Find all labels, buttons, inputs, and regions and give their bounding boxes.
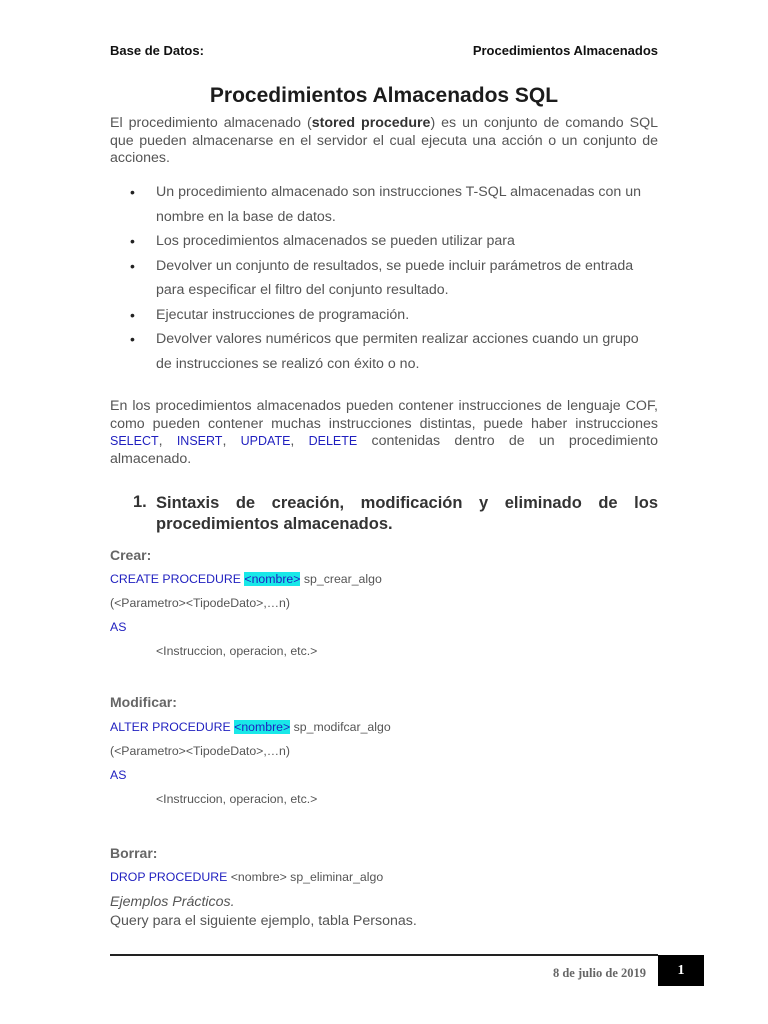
section-number: 1. xyxy=(133,493,147,511)
code-body-line: <Instruccion, operacion, etc.> xyxy=(156,792,318,806)
code-create-line: CREATE PROCEDURE <nombre> sp_crear_algo xyxy=(110,572,382,586)
footer-date: 8 de julio de 2019 xyxy=(552,966,646,980)
nombre-highlight: <nombre> xyxy=(244,572,301,586)
label-modificar: Modificar: xyxy=(110,694,177,710)
footer-divider xyxy=(110,954,658,956)
keyword-delete: DELETE xyxy=(308,434,358,448)
paragraph-instructions: En los procedimientos almacenados pueden contener instrucciones de lenguaje COF, como pueden contener muchas instrucciones distintas, puede haber instrucciones SELECT, INSERT, UPDATE, DELETE contenidas dentro de un procedimiento almacenado. xyxy=(110,398,658,467)
code-as-line: AS xyxy=(110,768,127,782)
query-description: Query para el siguiente ejemplo, tabla Personas. xyxy=(110,913,417,929)
section-heading: Sintaxis de creación, modificación y eliminado de los procedimientos almacenados. xyxy=(156,494,658,533)
list-item: • Devolver un conjunto de resultados, se puede incluir parámetros de entrada para especificar el filtro del conjunto resultado. xyxy=(130,257,634,298)
intro-bold-term: stored procedure xyxy=(311,115,431,131)
list-item: • Devolver valores numéricos que permiten realizar acciones cuando un grupo de instrucciones se realizó con éxito o no. xyxy=(130,331,639,372)
list-item: • Los procedimientos almacenados se pueden utilizar para xyxy=(130,233,515,249)
header-right: Procedimientos Almacenados xyxy=(472,43,658,58)
keyword-update: UPDATE xyxy=(240,434,291,448)
code-alter-line: ALTER PROCEDURE <nombre> sp_modifcar_algo xyxy=(110,720,391,734)
label-borrar: Borrar: xyxy=(110,845,158,861)
list-item: • Ejecutar instrucciones de programación. xyxy=(130,306,410,323)
nombre-highlight: <nombre> xyxy=(234,720,291,734)
code-params-line: (<Parametro><TipodeDato>,…n) xyxy=(110,744,290,758)
keyword-select: SELECT xyxy=(110,434,159,448)
code-body-line: <Instruccion, operacion, etc.> xyxy=(156,644,318,658)
label-crear: Crear: xyxy=(110,547,152,563)
header-left: Base de Datos: xyxy=(110,43,204,58)
code-drop-line: DROP PROCEDURE <nombre> sp_eliminar_algo xyxy=(110,870,384,884)
intro-paragraph: El procedimiento almacenado (stored procedure) es un conjunto de comando SQL que pueden almacenarse en el servidor el cual ejecuta una acción o un conjunto de acciones. xyxy=(110,115,658,166)
examples-heading: Ejemplos Prácticos. xyxy=(110,894,235,910)
bullet-list xyxy=(110,180,658,376)
page-number: 1 xyxy=(658,955,704,986)
page-title: Procedimientos Almacenados SQL xyxy=(209,84,559,107)
keyword-insert: INSERT xyxy=(176,434,223,448)
list-item: • Un procedimiento almacenado son instrucciones T-SQL almacenadas con un nombre en la base de datos. xyxy=(130,184,642,225)
code-params-line: (<Parametro><TipodeDato>,…n) xyxy=(110,596,290,610)
code-as-line: AS xyxy=(110,620,127,634)
